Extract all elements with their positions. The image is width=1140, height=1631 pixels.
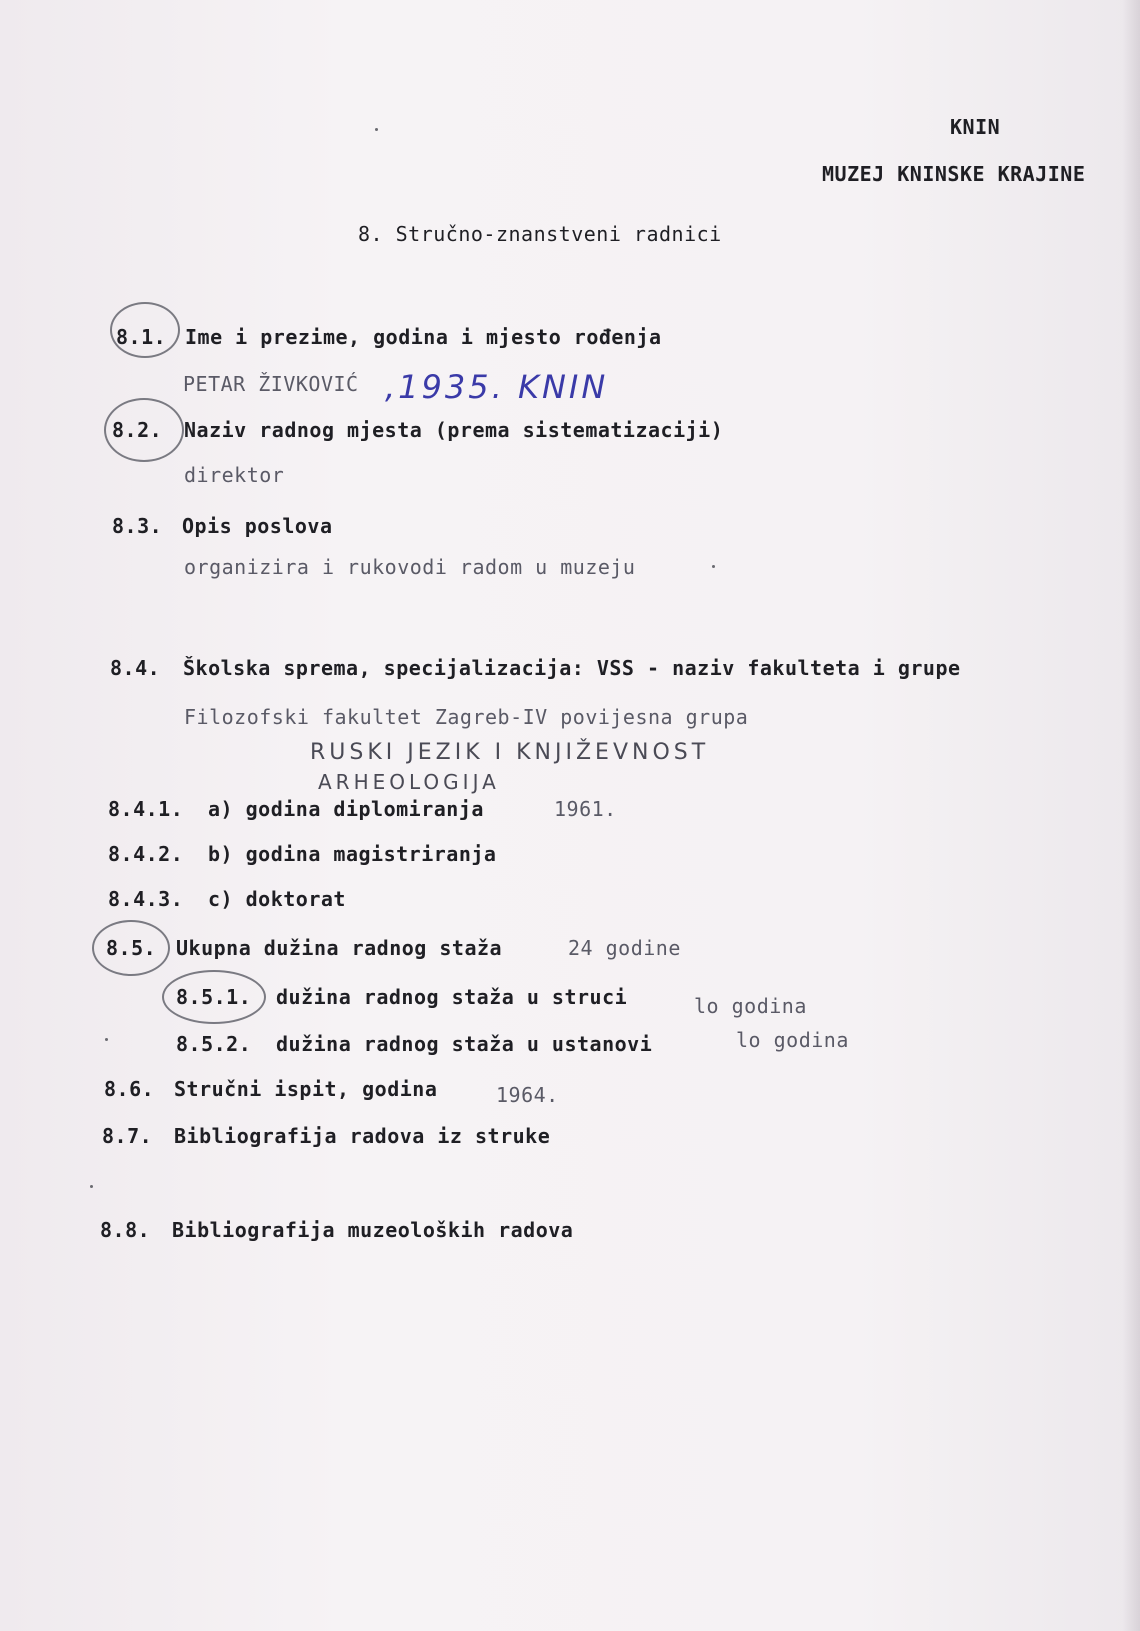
- item-number: 8.1.: [116, 325, 167, 349]
- item-number: 8.6.: [104, 1077, 155, 1101]
- item-label: Ime i prezime, godina i mjesto rođenja: [185, 325, 662, 349]
- item-number: 8.5.2.: [176, 1032, 252, 1056]
- item-label: Bibliografija radova iz struke: [174, 1124, 551, 1148]
- item-value: lo godina: [736, 1028, 849, 1052]
- paper-speck: [712, 565, 715, 568]
- item-label: Naziv radnog mjesta (prema sistematizaciji): [184, 418, 724, 442]
- header-institution: MUZEJ KNINSKE KRAJINE: [822, 162, 1086, 186]
- item-number: 8.3.: [112, 514, 163, 538]
- item-value: 1964.: [496, 1083, 559, 1107]
- item-number: 8.4.2.: [108, 842, 184, 866]
- item-number: 8.5.: [106, 936, 157, 960]
- item-value: organizira i rukovodi radom u muzeju: [184, 555, 636, 579]
- item-number: 8.4.1.: [108, 797, 184, 821]
- paper-speck: [375, 128, 378, 131]
- item-number: 8.7.: [102, 1124, 153, 1148]
- item-label: Ukupna dužina radnog staža: [176, 936, 503, 960]
- item-label: dužina radnog staža u ustanovi: [276, 1032, 653, 1056]
- section-title: 8. Stručno-znanstveni radnici: [358, 222, 722, 246]
- item-label: Školska sprema, specijalizacija: VSS - naziv fakulteta i grupe: [183, 656, 961, 680]
- item-value: lo godina: [694, 994, 807, 1018]
- item-number: 8.4.: [110, 656, 161, 680]
- item-number: 8.8.: [100, 1218, 151, 1242]
- handwritten-note: ARHEOLOGIJA: [318, 770, 500, 794]
- item-value: PETAR ŽIVKOVIĆ: [183, 372, 359, 396]
- paper-speck: [90, 1185, 93, 1188]
- paper-speck: [105, 1038, 108, 1041]
- page-edge-shadow: [1122, 0, 1140, 1631]
- item-label: dužina radnog staža u struci: [276, 985, 628, 1009]
- item-label: Bibliografija muzeoloških radova: [172, 1218, 574, 1242]
- handwritten-note: RUSKI JEZIK I KNJIŽEVNOST: [310, 740, 710, 765]
- item-value: 1961.: [554, 797, 617, 821]
- item-label: c) doktorat: [208, 887, 346, 911]
- handwritten-note: ,1935. KNIN: [385, 368, 609, 406]
- item-label: b) godina magistriranja: [208, 842, 497, 866]
- item-number: 8.4.3.: [108, 887, 184, 911]
- header-city: KNIN: [950, 115, 1001, 139]
- item-label: Opis poslova: [182, 514, 333, 538]
- item-value: Filozofski fakultet Zagreb-IV povijesna grupa: [184, 705, 749, 729]
- item-number: 8.5.1.: [176, 985, 252, 1009]
- item-label: a) godina diplomiranja: [208, 797, 484, 821]
- item-number: 8.2.: [112, 418, 163, 442]
- item-label: Stručni ispit, godina: [174, 1077, 438, 1101]
- item-value: 24 godine: [568, 936, 681, 960]
- item-value: direktor: [184, 463, 285, 487]
